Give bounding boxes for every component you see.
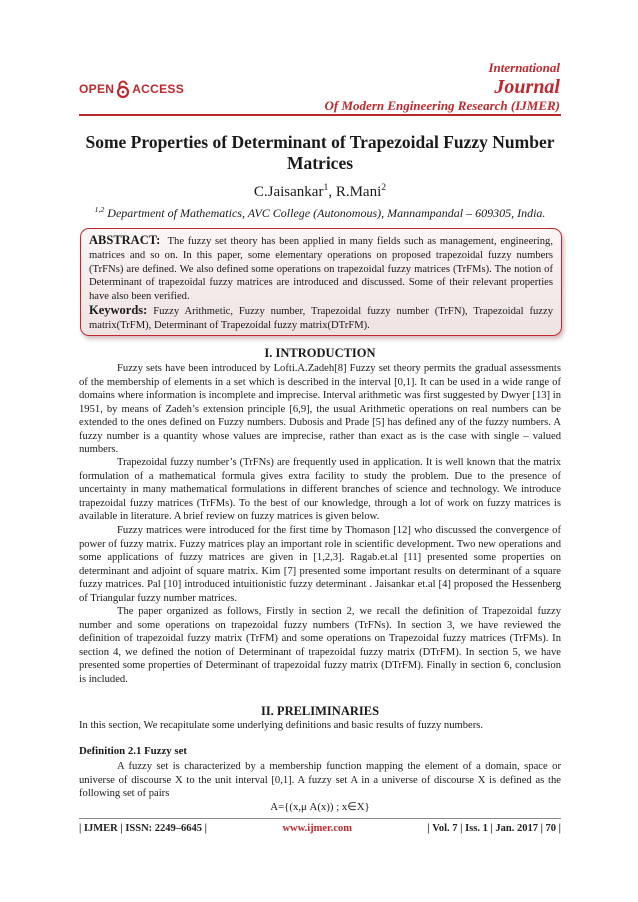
author-superscript: 2 <box>381 182 387 193</box>
footer-issn: | IJMER | ISSN: 2249–6645 | <box>79 823 207 834</box>
affiliation-text: Department of Mathematics, AVC College (Autonomous), Mannampandal – 609305, India. <box>107 206 546 220</box>
paper-authors: C.Jaisankar$^1$, R.Mani$^2$ <box>253 182 387 200</box>
definition-text: A fuzzy set is characterized by a membership function mapping the element of a domain, space or universe of discourse X to the unit interval [0,1]. A fuzzy set A in a universe of discourse X is defined as the following set of pairs <box>79 761 561 800</box>
journal-name-line3: Of Modern Engineering Research (IJMER) <box>324 98 560 113</box>
footer-issue: | Vol. 7 | Iss. 1 | Jan. 2017 | 70 | <box>427 823 561 834</box>
intro-paragraph-4: The paper organized as follows, Firstly in section 2, we recall the definition of Trapezoidal fuzzy number and some operations on trapezoidal fuzzy numbers (TrFNs). In section 3, we have reviewed the definition of trapezoidal fuzzy matrix (TrFM) and some operations on Trapezoidal fuzzy matrices (TrFMs). In section 4, we defined the notion of Determinant of trapezoidal fuzzy matrix (DTrFM). In section 5, we have presented some properties of Determinant of trapezoidal fuzzy matrix (DTrFM). Finally in section 6, conclusion is included. <box>79 606 561 685</box>
footer-website-link[interactable]: www.ijmer.com <box>282 823 353 834</box>
author-superscript: 1 <box>323 182 329 193</box>
intro-paragraph-1: Fuzzy sets have been introduced by Lofti.A.Zadeh[8] Fuzzy set theory permits the gradual assessments of the membership of elements in a set which is described in the interval [0,1]. It can be used in a wide range of domains where information is incomplete and imprecise. Interval arithmetic was first suggested by Dwyer [13] in 1951, by means of Zadeh’s extension principle [6,9], the usual Arithmetic operations on real numbers can be extended to the ones defined on Fuzzy numbers. Dubosis and Prade [5] has defined any of the fuzzy numbers. A fuzzy number is a quantity whose values are imprecise, rather than exact as is the case with single – valued numbers. <box>79 363 561 456</box>
paper-title: Some Properties of Determinant of Trapezoidal Fuzzy Number Matrices <box>85 132 555 173</box>
paper-affiliation <box>70 205 570 221</box>
section-heading-introduction: I. INTRODUCTION <box>264 346 376 360</box>
author-name: C.Jaisankar <box>253 184 324 200</box>
fuzzy-set-formula: A={(x,μ A(x)) ; x∈X} <box>270 801 370 813</box>
journal-name-line1: International <box>488 60 560 75</box>
open-access-right: ACCESS <box>132 82 185 96</box>
abstract-label: ABSTRACT: <box>89 233 161 247</box>
affiliation-superscript: 1,2 <box>94 205 105 214</box>
intro-paragraph-3: Fuzzy matrices were introduced for the first time by Thomason [12] who discussed the convergence of power of fuzzy matrix. Fuzzy matrices play an important role in scientific development. Two new operations and some applications of fuzzy matrices are given in [1,2,3]. Ragab.et.al [11] presented some properties on determinant and adjoint of square matrix. Kim [7] presented some important results on determinant of a square fuzzy matrices. Pal [10] introduced intuitionistic fuzzy determinant . Jaisankar et.al [4] proposed the Hessenberg of Triangular fuzzy number matrices. <box>79 525 561 604</box>
page-footer <box>79 823 561 834</box>
abstract-box <box>80 228 562 336</box>
keywords-label: Keywords: <box>89 302 148 317</box>
open-access-left: OPEN <box>79 82 115 96</box>
open-access-logo <box>79 80 184 98</box>
header-divider <box>79 114 561 116</box>
intro-paragraph-2: Trapezoidal fuzzy number’s (TrFNs) are frequently used in application. It is well known that the matrix formulation of a mathematical formula gives extra facility to study the problem. Due to the presence of uncertainty in many mathematical formulations in different branches of science and technology. We introduce trapezoidal fuzzy matrices (TrFMs). To the best of our knowledge, through a lot of work on fuzzy matrices is available in literature. A brief review on fuzzy matrices is given below. <box>79 457 561 523</box>
keywords-text: Fuzzy Arithmetic, Fuzzy number, Trapezoidal fuzzy number (TrFN), Trapezoidal fuzzy matrix(TrFM), Determinant of Trapezoidal fuzzy matrix(DTrFM). <box>89 305 553 331</box>
journal-name-line2: Journal <box>494 76 560 98</box>
author-name: R.Mani <box>335 184 382 200</box>
abstract-text: The fuzzy set theory has been applied in many fields such as management, engineering, matrices and so on. In this paper, some elementary operations on proposed trapezoidal fuzzy numbers (TrFNs) are defined. We also defined some operations on trapezoidal fuzzy matrices (TrFMs). The notion of Determinant of trapezoidal fuzzy matrices are introduced and discussed. Some of their relevant properties have also been verified. <box>89 236 553 303</box>
open-lock-icon <box>116 80 130 98</box>
keywords-paragraph <box>89 304 553 333</box>
abstract-paragraph <box>89 234 553 304</box>
section-heading-preliminaries: II. PRELIMINARIES <box>260 704 380 718</box>
definition-heading: Definition 2.1 Fuzzy set <box>79 745 187 757</box>
footer-divider <box>79 818 561 819</box>
preliminaries-intro: In this section, We recapitulate some underlying definitions and basic results of fuzzy numbers. <box>79 720 484 731</box>
